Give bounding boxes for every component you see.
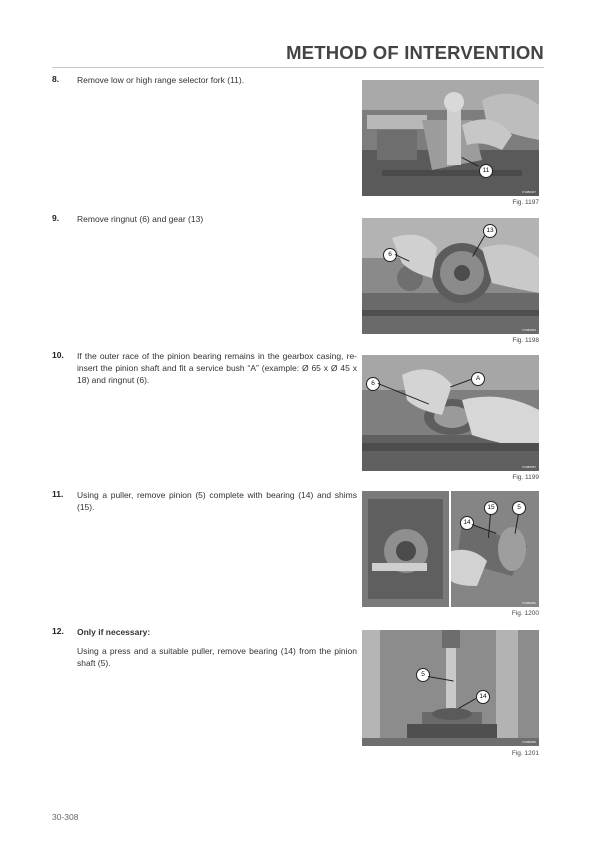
callout-14: 14 bbox=[460, 516, 474, 530]
callout-a: A bbox=[471, 372, 485, 386]
step-instruction: Using a press and a suitable puller, remove bearing (14) from the pinion shaft (5). bbox=[77, 646, 357, 668]
section-title: METHOD OF INTERVENTION bbox=[286, 42, 544, 63]
figure-photo-1201 bbox=[362, 630, 539, 746]
step-number: 11. bbox=[52, 489, 64, 499]
step-instruction: Using a puller, remove pinion (5) complete with bearing (14) and shims (15). bbox=[77, 490, 357, 512]
photo-code: P1080060 bbox=[522, 601, 536, 605]
figure-photo-1199 bbox=[362, 355, 539, 471]
figure-caption: Fig. 1199 bbox=[512, 474, 539, 481]
photo-code: P1080053 bbox=[522, 328, 536, 332]
figure-caption: Fig. 1200 bbox=[511, 610, 539, 617]
callout-13: 13 bbox=[483, 224, 497, 238]
step-instruction: If the outer race of the pinion bearing remains in the gearbox casing, re-insert the pinion shaft and fit a service bush “A” (example: Ø 65 x Ø 45 x 18) and ringnut (6). bbox=[77, 351, 357, 385]
figure-photo-1197 bbox=[362, 80, 539, 196]
callout-11: 11 bbox=[479, 164, 493, 178]
header-divider bbox=[52, 67, 544, 68]
photo-code: P1080065 bbox=[522, 740, 536, 744]
page-number: 30-308 bbox=[52, 812, 79, 822]
callout-5: 5 bbox=[416, 668, 430, 682]
figure-caption: Fig. 1201 bbox=[511, 750, 539, 757]
callout-5: 5 bbox=[512, 501, 526, 515]
photo-code: P1080047 bbox=[522, 190, 536, 194]
photo-code: P1080057 bbox=[522, 465, 536, 469]
step-number: 9. bbox=[52, 213, 60, 223]
callout-15: 15 bbox=[484, 501, 498, 515]
figure-caption: Fig. 1198 bbox=[512, 337, 539, 344]
step-heading: Only if necessary: bbox=[77, 627, 151, 637]
step-instruction: Remove ringnut (6) and gear (13) bbox=[77, 214, 204, 224]
callout-14: 14 bbox=[476, 690, 490, 704]
figure-photo-1198 bbox=[362, 218, 539, 334]
figure-caption: Fig. 1197 bbox=[512, 199, 539, 206]
step-instruction: Remove low or high range selector fork (11). bbox=[77, 75, 245, 85]
step-number: 8. bbox=[52, 74, 60, 84]
step-number: 10. bbox=[52, 350, 64, 360]
callout-6: 6 bbox=[366, 377, 380, 391]
callout-6: 6 bbox=[383, 248, 397, 262]
step-number: 12. bbox=[52, 626, 64, 636]
